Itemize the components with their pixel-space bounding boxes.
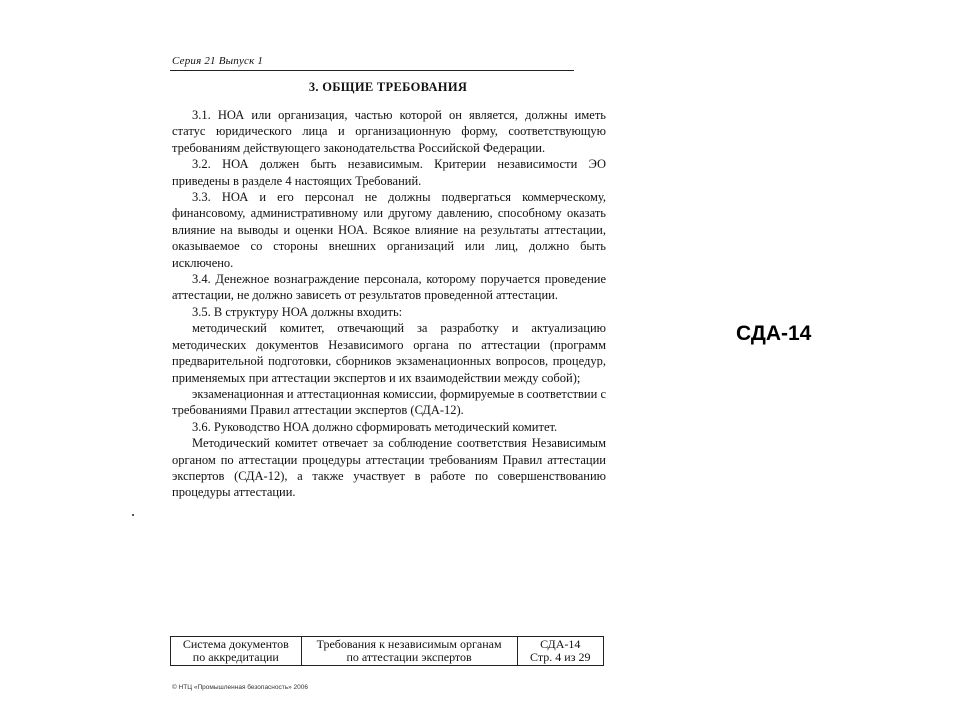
series-header: Серия 21 Выпуск 1: [172, 55, 264, 67]
footer-code-cell: [517, 637, 603, 666]
footer-system-line1: Система документов: [182, 637, 289, 651]
footer-row: [171, 637, 604, 666]
paragraph-3-5: 3.5. В структуру НОА должны входить:: [192, 304, 403, 319]
footer-title-line2: по аттестации экспертов: [346, 650, 472, 664]
footer-system-line2: по аккредитации: [192, 650, 279, 664]
footer-table: [170, 636, 604, 666]
paragraph-3-3: 3.3. НОА и его персонал не должны подвергаться коммерческому, финансовому, административному или другому давлению, способному оказать влияние на выводы и оценки НОА. Всякое влияние на результаты аттестации, оказываемое со стороны внешних организаций или лиц, должно быть исключено.: [172, 190, 606, 270]
document-page: [168, 52, 610, 712]
publisher-note: © НТЦ «Промышленная безопасность» 2006: [172, 684, 309, 691]
footer-page-number: Стр. 4 из 29: [530, 650, 591, 664]
paragraph-committee-duties: Методический комитет отвечает за соблюдение соответствия Независимым органом по аттестации процедуры аттестации требованиям Правил аттестации экспертов (СДА-12), а также участвует в работе по совершенствованию процедуры аттестации.: [172, 436, 606, 500]
footer-system-cell: [171, 637, 302, 666]
paragraph-3-2: 3.2. НОА должен быть независимым. Критерии независимости ЭО приведены в разделе 4 настоящих Требований.: [172, 157, 606, 188]
footer-title-line1: Требования к независимым органам: [316, 637, 502, 651]
scan-speck: [132, 514, 134, 516]
body-text: [172, 107, 606, 501]
footer-doc-code: СДА-14: [540, 637, 581, 651]
list-item-commissions: экзаменационная и аттестационная комиссии, формируемые в соответствии с требованиями Правил аттестации экспертов (СДА-12).: [172, 386, 606, 418]
list-item-methodical-committee: методический комитет, отвечающий за разработку и актуализацию методических документов Независимого органа по аттестации (программ предварительной подготовки, сборников экзаменационных вопросов, процедур, применяемых при аттестации экспертов и их взаимодействии между собой);: [172, 321, 606, 385]
paragraph-3-4: 3.4. Денежное вознаграждение персонала, которому поручается проведение аттестации, не должно зависеть от результатов проведенной аттестации.: [172, 272, 606, 303]
footer-title-cell: [301, 637, 517, 666]
paragraph-3-1: 3.1. НОА или организация, частью которой он является, должны иметь статус юридического лица и организационную форму, соответствующую требованиям действующего законодательства Российской Федерации.: [172, 108, 606, 155]
doc-label: СДА-14: [736, 322, 812, 345]
paragraph-3-6: 3.6. Руководство НОА должно сформировать методический комитет.: [192, 419, 558, 434]
section-title: 3. ОБЩИЕ ТРЕБОВАНИЯ: [308, 80, 468, 94]
header-rule: [170, 70, 574, 71]
